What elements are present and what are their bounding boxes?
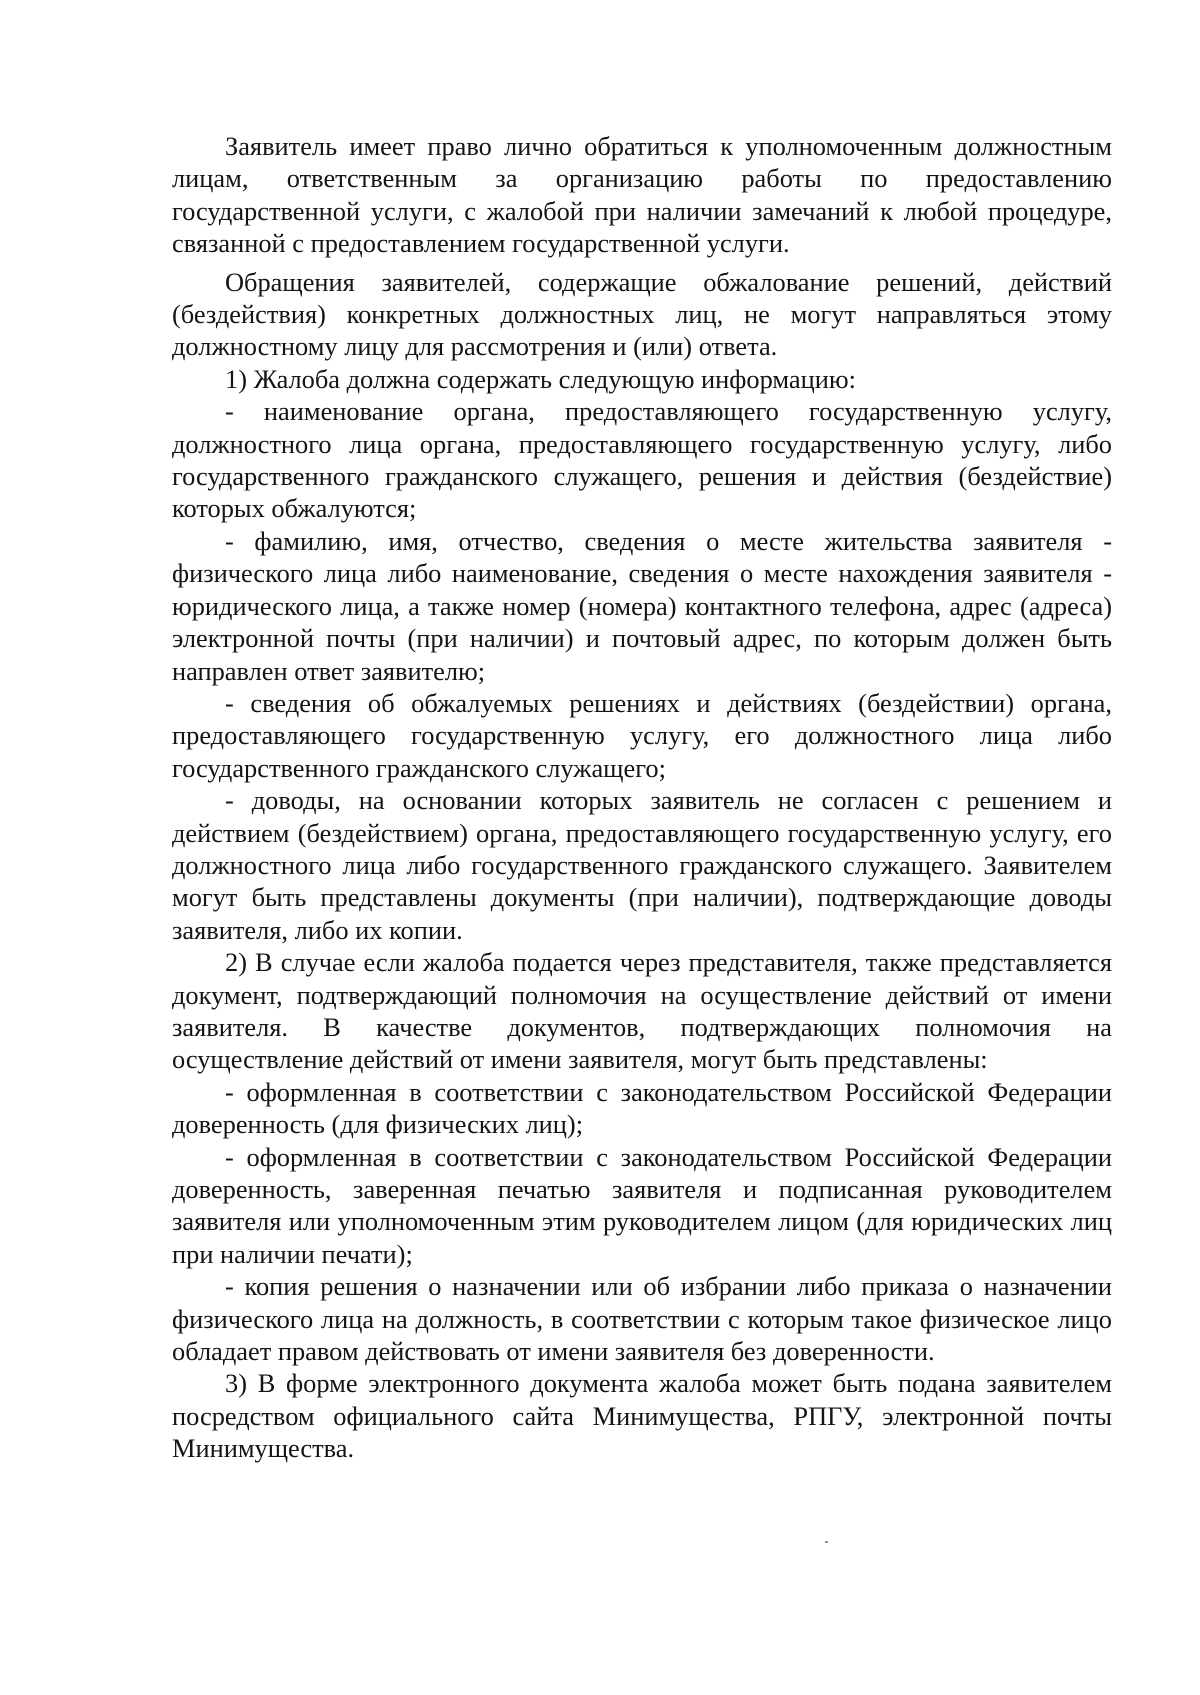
paragraph-item-arguments: - доводы, на основании которых заявитель не согласен с решением и действием (бездействием) органа, предоставляющего государственную услугу, его должностного лица либо государственного гражданского служащего. Заявителем могут быть представлены документы (при наличии), подтверждающие доводы заявителя, либо их копии. bbox=[172, 785, 1112, 945]
paragraph-proxy-legal-entities: - оформленная в соответствии с законодательством Российской Федерации доверенность, заверенная печатью заявителя и подписанная руководителем заявителя или уполномоченным этим руководителем лицом (для юридических лиц при наличии печати); bbox=[172, 1141, 1112, 1269]
paragraph-item-applicant-details: - фамилию, имя, отчество, сведения о месте жительства заявителя - физического лица либо наименование, сведения о месте нахождения заявителя - юридического лица, а также номер (номера) контактного телефона, адрес (адреса) электронной почты (при наличии) и почтовый адрес, по которым должен быть направлен ответ заявителю; bbox=[172, 525, 1112, 686]
paragraph-appointment-order-copy: - копия решения о назначении или об избрании либо приказа о назначении физического лица на должность, в соответствии с которым такое физическое лицо обладает правом действовать от имени заявителя без доверенности. bbox=[172, 1271, 1112, 1367]
paragraph-complaint-content-intro: 1) Жалоба должна содержать следующую информацию: bbox=[225, 363, 856, 394]
paragraph-proxy-individuals: - оформленная в соответствии с законодательством Российской Федерации доверенность (для физических лиц); bbox=[172, 1076, 1112, 1140]
paragraph-electronic-form: 3) В форме электронного документа жалоба может быть подана заявителем посредством официального сайта Минимущества, РПГУ, электронной почты Минимущества. bbox=[172, 1368, 1112, 1464]
paragraph-item-body-name: - наименование органа, предоставляющего государственную услугу, должностного лица органа, предоставляющего государственную услугу, либо государственного гражданского служащего, решения и действия (бездействие) которых обжалуются; bbox=[172, 396, 1112, 524]
paragraph-representative: 2) В случае если жалоба подается через представителя, также представляется документ, подтверждающий полномочия на осуществление действий от имени заявителя. В качестве документов, подтверждающих полномочия на осуществление действий от имени заявителя, могут быть представлены: bbox=[172, 947, 1112, 1075]
scan-speck bbox=[825, 1541, 828, 1543]
paragraph-appeals-restriction: Обращения заявителей, содержащие обжалование решений, действий (бездействия) конкретных должностных лиц, не могут направляться этому должностному лицу для рассмотрения и (или) ответа. bbox=[172, 266, 1112, 362]
document-body bbox=[172, 130, 1112, 1465]
paragraph-personal-appeal: Заявитель имеет право лично обратиться к уполномоченным должностным лицам, ответственным за организацию работы по предоставлению государственной услуги, с жалобой при наличии замечаний к любой процедуре, связанной с предоставлением государственной услуги. bbox=[172, 131, 1112, 259]
paragraph-item-contested-decisions: - сведения об обжалуемых решениях и действиях (бездействии) органа, предоставляющего государственную услугу, его должностного лица либо государственного гражданского служащего; bbox=[172, 687, 1112, 783]
